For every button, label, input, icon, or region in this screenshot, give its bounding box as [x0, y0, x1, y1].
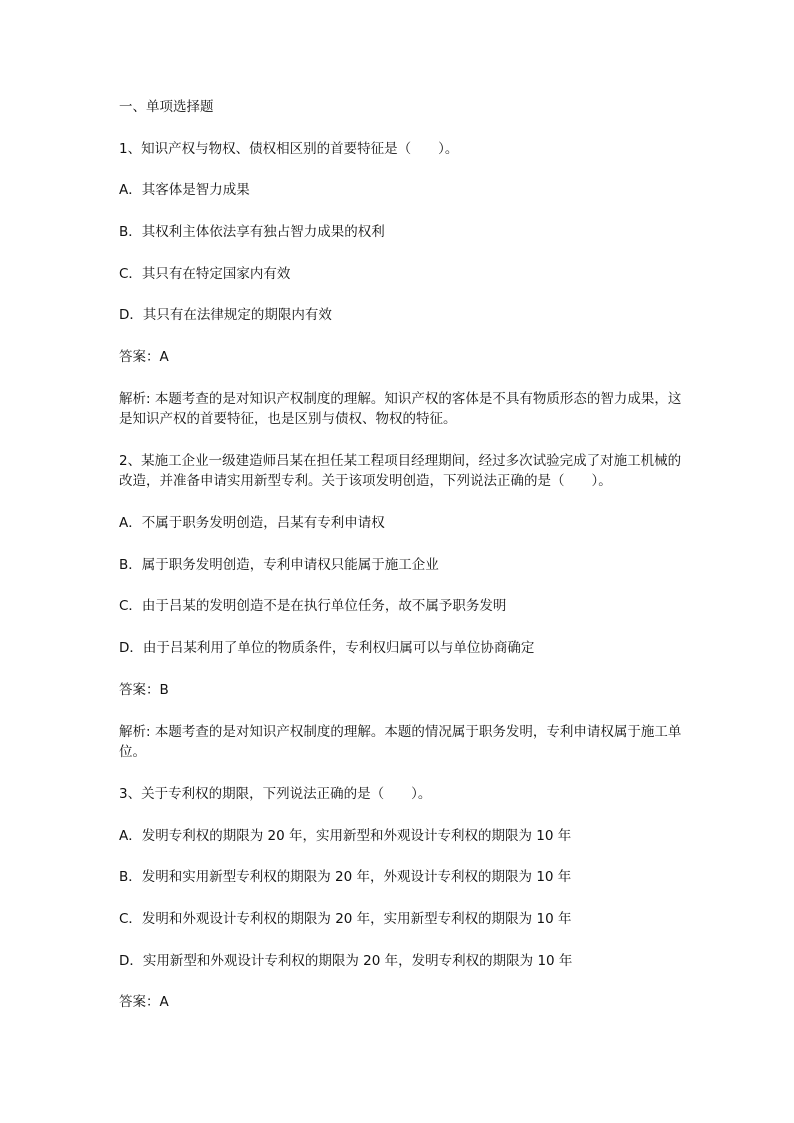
question-3-option-c: C．发明和外观设计专利权的期限为 20 年，实用新型专利权的期限为 10 年: [119, 911, 572, 927]
question-2-analysis: 解析: 本题考查的是对知识产权制度的理解。本题的情况属于职务发明，专利申请权属于施工单位。: [119, 724, 682, 760]
question-3-option-b: B．发明和实用新型专利权的期限为 20 年，外观设计专利权的期限为 10 年: [119, 869, 572, 885]
question-2-stem: 2、某施工企业一级建造师吕某在担任某工程项目经理期间，经过多次试验完成了对施工机械的改造，并准备申请实用新型专利。关于该项发明创造，下列说法正确的是（ ）。: [119, 453, 682, 489]
question-2-option-d: D．由于吕某利用了单位的物质条件，专利权归属可以与单位协商确定: [119, 640, 535, 656]
question-1-answer: 答案：A: [119, 349, 169, 365]
question-3-answer: 答案：A: [119, 994, 169, 1010]
question-2-answer: 答案：B: [119, 682, 169, 698]
question-1-option-a: A．其客体是智力成果: [119, 182, 250, 198]
question-3-option-d: D．实用新型和外观设计专利权的期限为 20 年，发明专利权的期限为 10 年: [119, 953, 573, 969]
question-1-analysis: 解析: 本题考查的是对知识产权制度的理解。知识产权的客体是不具有物质形态的智力成果，这是知识产权的首要特征，也是区别与债权、物权的特征。: [119, 391, 682, 427]
question-2-option-a: A．不属于职务发明创造，吕某有专利申请权: [119, 515, 385, 531]
question-3-option-a: A．发明专利权的期限为 20 年，实用新型和外观设计专利权的期限为 10 年: [119, 828, 572, 844]
question-3-stem: 3、关于专利权的期限，下列说法正确的是（ ）。: [119, 786, 432, 802]
question-1-option-b: B．其权利主体依法享有独占智力成果的权利: [119, 224, 385, 240]
question-1-option-d: D．其只有在法律规定的期限内有效: [119, 307, 332, 323]
question-2-option-b: B．属于职务发明创造，专利申请权只能属于施工企业: [119, 557, 439, 573]
question-2-option-c: C．由于吕某的发明创造不是在执行单位任务，故不属予职务发明: [119, 598, 507, 614]
question-1-stem: 1、知识产权与物权、债权相区别的首要特征是（ ）。: [119, 141, 459, 157]
question-1-option-c: C．其只有在特定国家内有效: [119, 266, 291, 282]
section-title: 一、单项选择题: [119, 99, 214, 115]
